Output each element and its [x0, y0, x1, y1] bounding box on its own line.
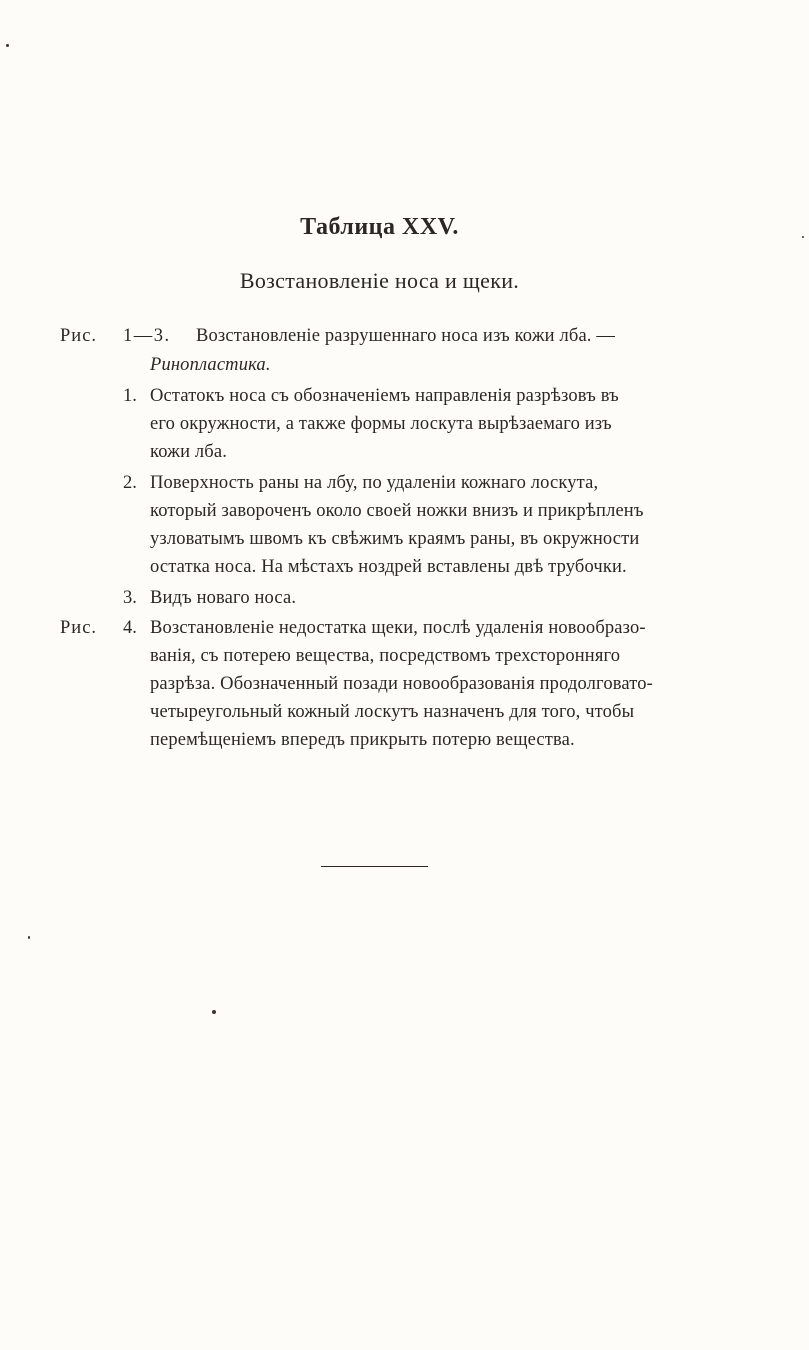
item-number: 2.	[123, 473, 137, 493]
fig-caption-italic: Ринопластика.	[150, 355, 271, 375]
item-number: 4.	[123, 618, 137, 638]
item-line: его окружности, а также формы лоскута вырѣзаемаго изъ	[150, 414, 612, 434]
scan-speck	[6, 44, 9, 47]
fig-label: Рис.	[60, 326, 98, 346]
scan-speck	[802, 236, 804, 238]
fig-caption-line: Возстановленіе разрушеннаго носа изъ кожи лба. —	[196, 326, 616, 346]
item-line: остатка носа. На мѣстахъ ноздрей вставлены двѣ трубочки.	[150, 557, 627, 577]
item-line: перемѣщеніемъ впередъ прикрыть потерю вещества.	[150, 730, 575, 750]
plate-title: Таблица XXV.	[300, 214, 459, 240]
scan-speck	[212, 1010, 216, 1014]
plate-subtitle: Возстановленіе носа и щеки.	[239, 268, 520, 293]
fig-range: 1—3.	[123, 326, 171, 346]
closing-rule	[321, 866, 428, 867]
item-line: Остатокъ носа съ обозначеніемъ направленія разрѣзовъ въ	[150, 386, 619, 406]
item-line: Возстановленіе недостатка щеки, послѣ удаленія новообразо-	[150, 618, 646, 638]
item-line: разрѣза. Обозначенный позади новообразованія продолговато-	[150, 674, 653, 694]
fig-label: Рис.	[60, 618, 98, 638]
item-line: Видъ новаго носа.	[150, 588, 297, 608]
scan-speck	[28, 936, 30, 939]
item-line: который завороченъ около своей ножки внизъ и прикрѣпленъ	[150, 501, 644, 521]
item-number: 3.	[123, 588, 137, 608]
item-line: кожи лба.	[150, 442, 227, 462]
item-number: 1.	[123, 386, 137, 406]
item-line: Поверхность раны на лбу, по удаленіи кожнаго лоскута,	[150, 473, 599, 493]
item-line: узловатымъ швомъ къ свѣжимъ краямъ раны, въ окружности	[150, 529, 640, 549]
item-line: ванія, съ потерею вещества, посредствомъ трехсторонняго	[150, 646, 621, 666]
item-line: четыреугольный кожный лоскутъ назначенъ для того, чтобы	[150, 702, 635, 722]
